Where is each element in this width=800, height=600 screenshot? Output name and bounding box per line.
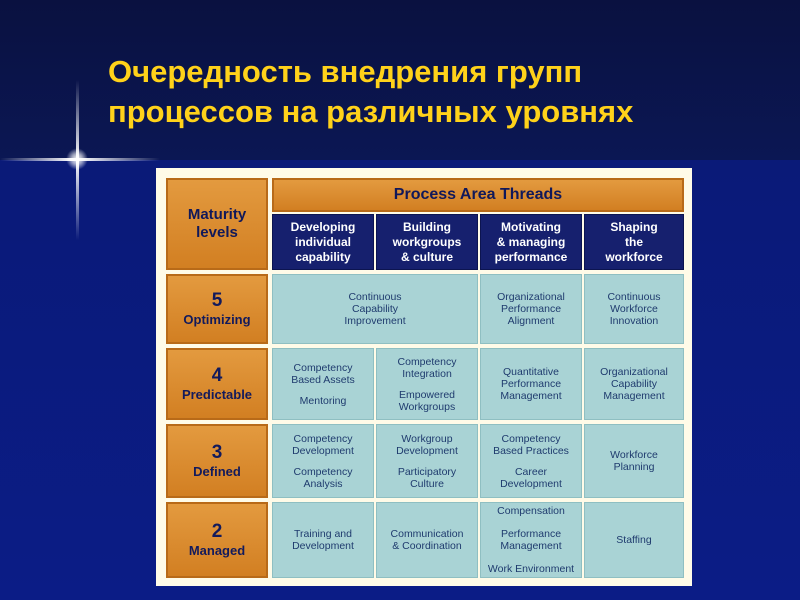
cell-text: Workgroup: [401, 432, 453, 445]
column-header-line: Motivating: [501, 219, 561, 234]
cell-continuous-capability-improvement: [272, 274, 478, 344]
cell-organizational-performance-alignment: [480, 274, 582, 344]
cell-text: Participatory: [397, 465, 457, 478]
cell-competency-integration-empowered-workgroups: [376, 348, 478, 420]
cell-text: Capability: [351, 303, 399, 315]
level-number: 5: [211, 290, 223, 311]
cell-text: Performance: [500, 528, 562, 540]
column-header-line: Building: [403, 219, 451, 234]
level-name: Predictable: [181, 387, 253, 402]
level-number: 4: [211, 365, 223, 386]
cell-competency-based-assets-mentoring: [272, 348, 374, 420]
cell-text: Management: [500, 390, 562, 402]
column-header-building: [376, 214, 478, 270]
column-header-line: individual: [294, 234, 351, 249]
column-header-line: the: [625, 234, 643, 249]
column-header-motivating: [480, 214, 582, 270]
cell-text: Competency: [293, 432, 353, 445]
column-header-line: capability: [295, 249, 351, 264]
level-number: 3: [211, 442, 223, 463]
level-name: Defined: [193, 464, 241, 479]
maturity-header-line: levels: [196, 224, 238, 241]
cell-text: Work Environment: [487, 563, 575, 575]
cell-text: Competency: [293, 465, 353, 478]
cell-text: Quantitative: [502, 366, 560, 378]
cell-workforce-planning: [584, 424, 684, 498]
cell-text: Innovation: [609, 315, 659, 327]
sparkle-icon: [66, 148, 88, 170]
cell-text: Performance: [500, 378, 562, 390]
cell-text: Competency: [501, 432, 561, 445]
cell-text: Organizational: [497, 291, 565, 303]
cell-text: Competency: [293, 361, 353, 374]
column-header-developing: [272, 214, 374, 270]
column-header-line: workforce: [605, 249, 663, 264]
cell-competency-based-practices-career-development: [480, 424, 582, 498]
cell-quantitative-performance-management: [480, 348, 582, 420]
cell-text: Staffing: [616, 534, 652, 546]
cell-text: Training and: [294, 528, 352, 540]
cell-workgroup-development-participatory-culture: [376, 424, 478, 498]
process-area-threads-header: [272, 178, 684, 212]
column-header-line: & culture: [400, 249, 453, 264]
cell-text: Analysis: [303, 477, 343, 490]
cell-text: Development: [292, 444, 354, 457]
cell-text: Management: [603, 390, 665, 402]
cell-text: Development: [292, 540, 354, 552]
cell-text: Alignment: [507, 315, 555, 327]
cell-text: Continuous: [348, 291, 402, 303]
cell-text: Mentoring: [299, 394, 347, 407]
column-header-line: & managing: [496, 234, 566, 249]
level-5-label: [166, 274, 268, 344]
level-number: 2: [211, 521, 223, 542]
column-header-line: Developing: [290, 219, 356, 234]
cell-text: Career: [514, 465, 548, 478]
level-3-label: [166, 424, 268, 498]
maturity-header-line: Maturity: [187, 206, 247, 223]
cell-text: Performance: [500, 303, 562, 315]
cell-staffing: [584, 502, 684, 578]
column-header-line: performance: [494, 249, 568, 264]
slide-title-line-1: Очередность внедрения групп: [108, 54, 583, 89]
cell-text: & Coordination: [392, 540, 462, 552]
cell-text: Organizational: [600, 366, 668, 378]
cell-text: Management: [500, 540, 562, 552]
cell-communication-coordination: [376, 502, 478, 578]
slide-title-line-2: процессов на различных уровнях: [108, 94, 634, 129]
cell-text: Capability: [610, 378, 658, 390]
cell-text: Continuous: [607, 291, 661, 303]
cell-text: Competency: [397, 355, 457, 368]
cell-text: Integration: [402, 367, 452, 380]
level-name: Managed: [188, 543, 246, 558]
level-4-label: [166, 348, 268, 420]
cell-text: Development: [396, 444, 458, 457]
maturity-levels-header: [166, 178, 268, 270]
cell-continuous-workforce-innovation: [584, 274, 684, 344]
cell-text: Development: [500, 477, 562, 490]
cell-text: Based Practices: [493, 444, 569, 457]
cell-compensation-performance-work-environment: [480, 502, 582, 578]
cell-text: Workgroups: [398, 400, 456, 413]
cell-text: Compensation: [497, 505, 565, 517]
cell-organizational-capability-management: [584, 348, 684, 420]
column-header-line: Shaping: [610, 219, 658, 234]
cell-text: Workforce: [610, 449, 658, 461]
level-2-label: [166, 502, 268, 578]
slide-title: [108, 52, 788, 132]
cell-text: Improvement: [344, 315, 406, 327]
cell-text: Culture: [410, 477, 444, 490]
cell-text: Planning: [613, 461, 655, 473]
cell-text: Communication: [390, 528, 464, 540]
cell-text: Empowered: [398, 388, 456, 401]
level-name: Optimizing: [183, 312, 251, 327]
cell-text: Based Assets: [291, 373, 355, 386]
cell-text: Workforce: [610, 303, 658, 315]
cell-training-and-development: [272, 502, 374, 578]
column-header-line: workgroups: [392, 234, 462, 249]
column-header-shaping: [584, 214, 684, 270]
threads-title: Process Area Threads: [393, 186, 563, 203]
cell-competency-development-analysis: [272, 424, 374, 498]
process-area-figure: [156, 168, 692, 586]
